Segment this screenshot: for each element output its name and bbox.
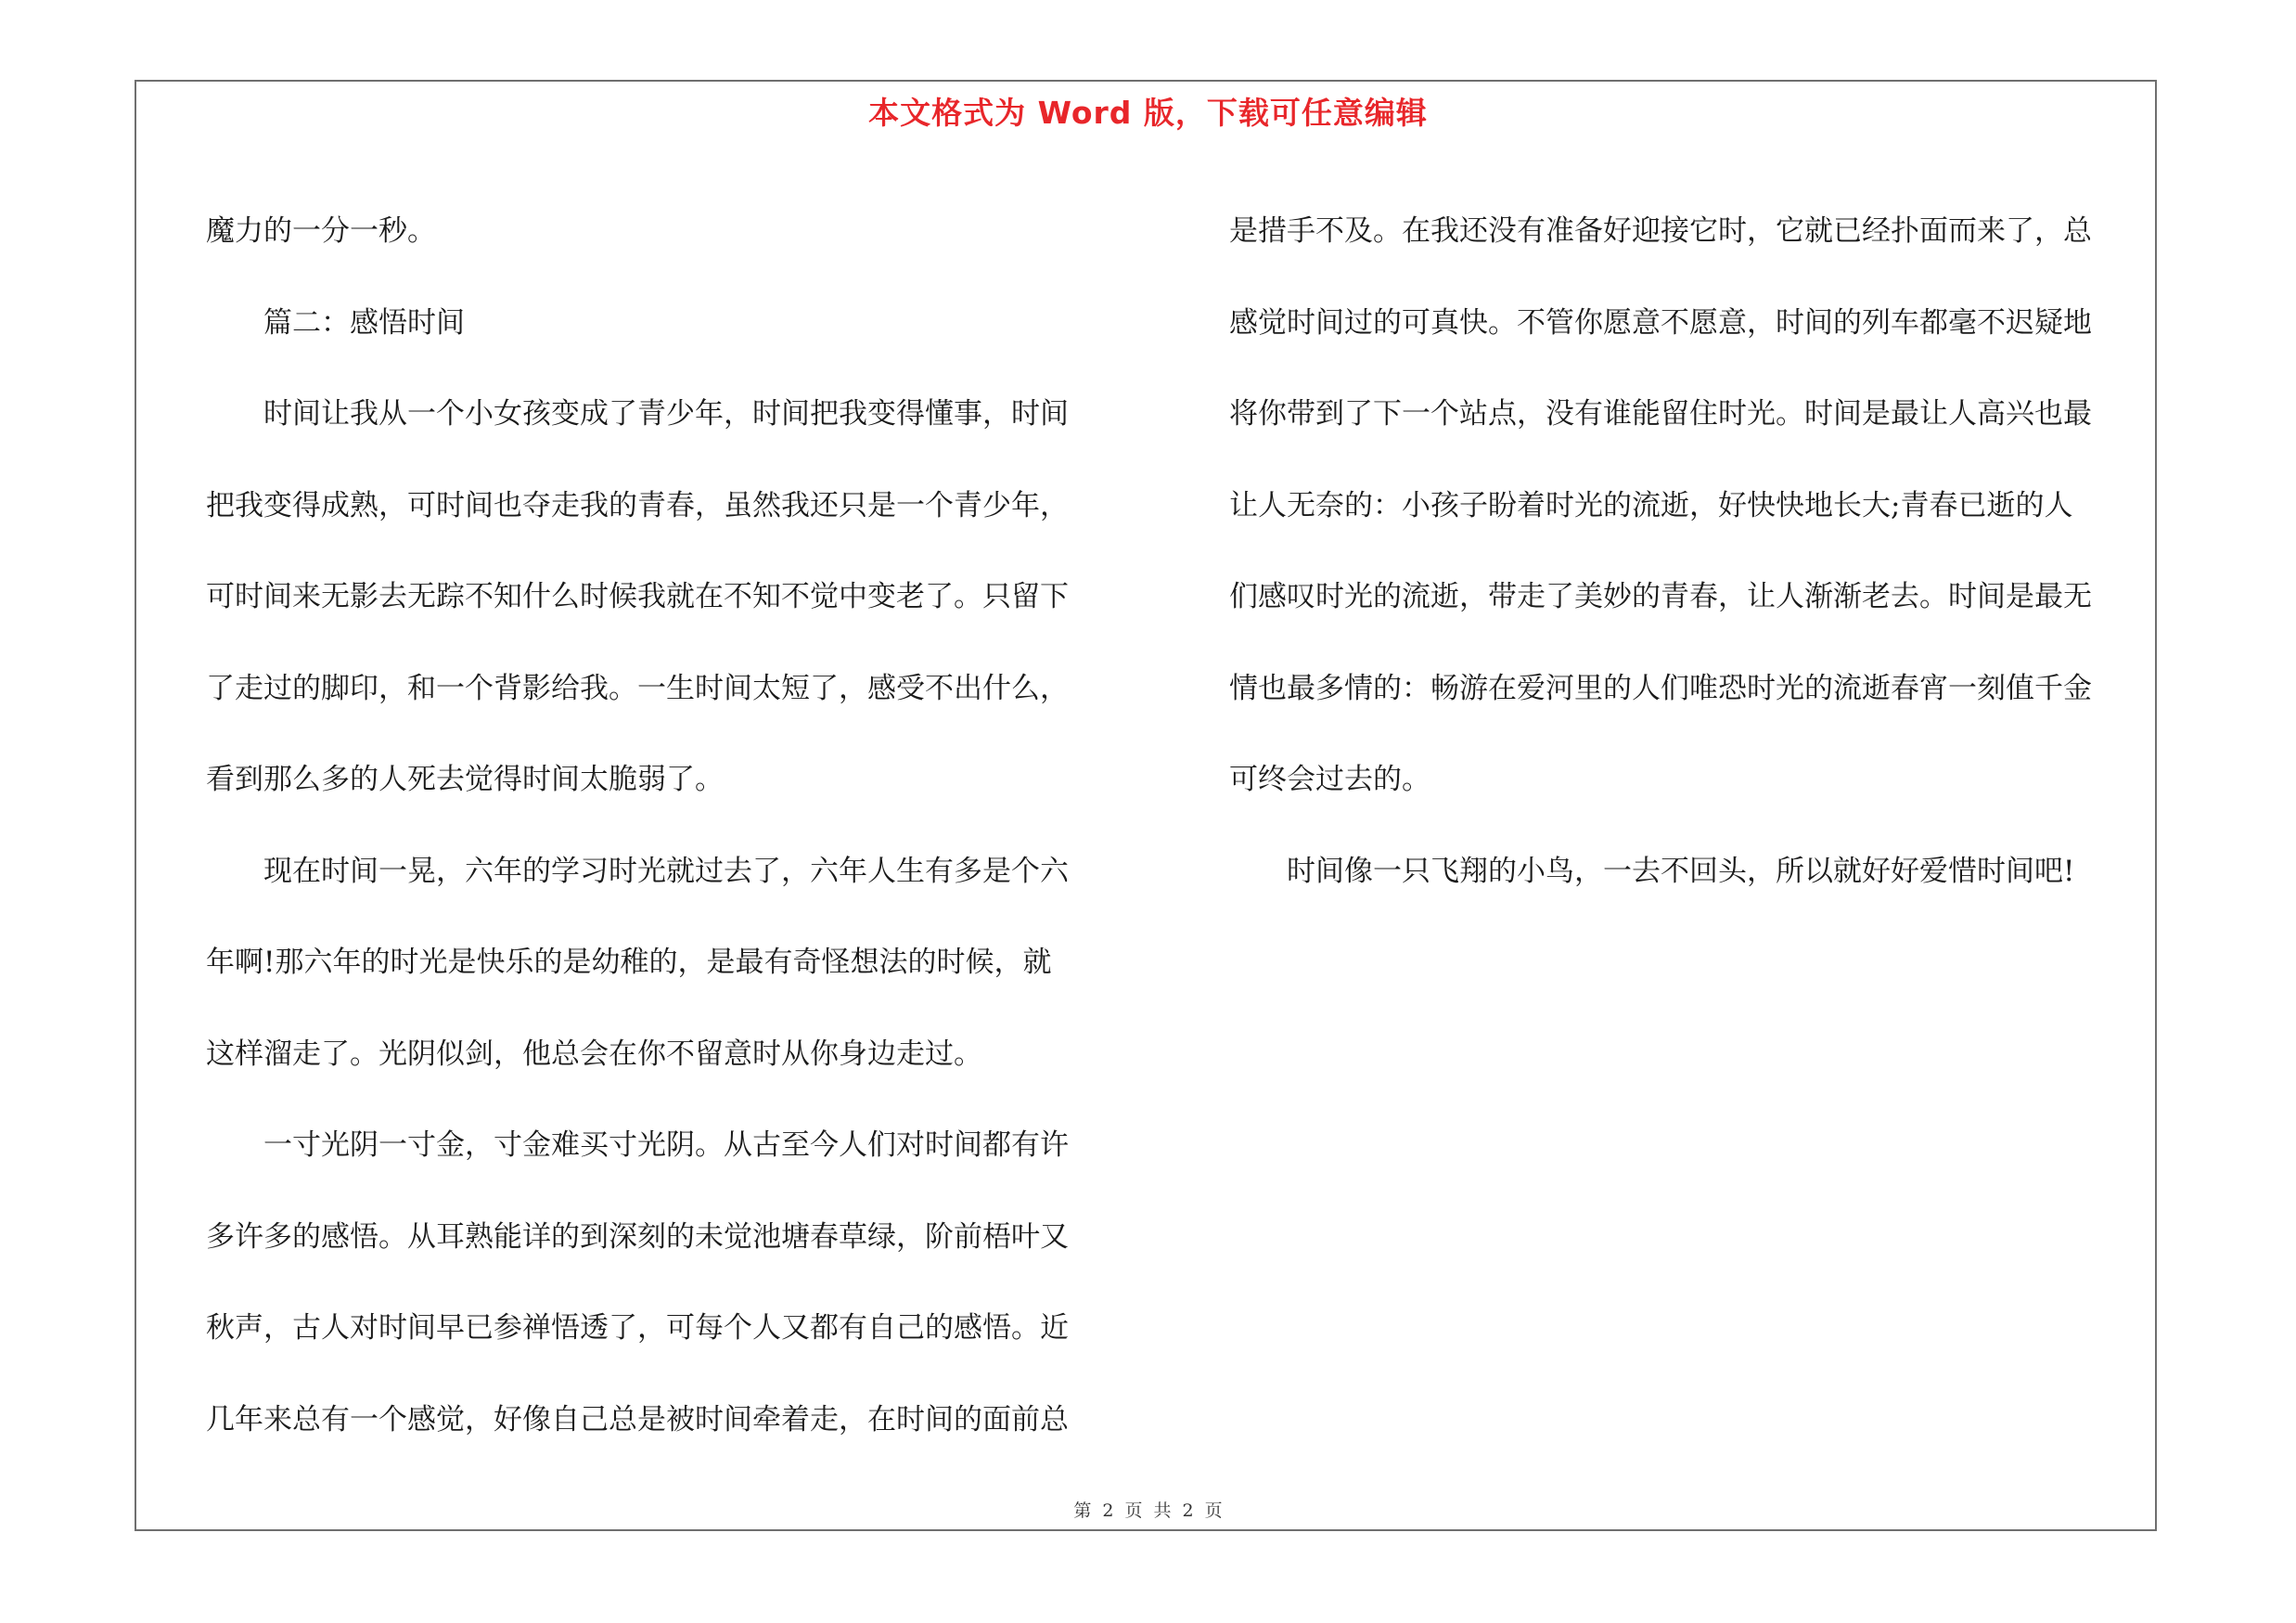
text-line: 一寸光阴一寸金，寸金难买寸光阴。从古至今人们对时间都有许 — [263, 1128, 1069, 1162]
text-line: 多许多的感悟。从耳熟能详的到深刻的未觉池塘春草绿，阶前梧叶又 — [206, 1219, 1069, 1254]
right-text-column — [1229, 186, 2157, 917]
text-line: 是措手不及。在我还没有准备好迎接它时，它就已经扑面而来了，总 — [1229, 214, 2092, 248]
text-line: 可终会过去的。 — [1229, 763, 1430, 796]
text-line: 几年来总有一个感觉，好像自己总是被时间牵着走，在时间的面前总 — [206, 1402, 1069, 1436]
text-line: 秋声，古人对时间早已参禅悟透了，可每个人又都有自己的感悟。近 — [206, 1311, 1069, 1345]
text-line: 时间让我从一个小女孩变成了青少年，时间把我变得懂事，时间 — [263, 397, 1069, 431]
left-text-column — [206, 186, 1148, 1465]
text-line: 看到那么多的人死去觉得时间太脆弱了。 — [206, 763, 724, 796]
text-line: 将你带到了下一个站点，没有谁能留住时光。时间是最让人高兴也最 — [1229, 397, 2092, 431]
text-line: 现在时间一晃，六年的学习时光就过去了，六年人生有多是个六 — [263, 854, 1069, 888]
text-line: 把我变得成熟，可时间也夺走我的青春，虽然我还只是一个青少年， — [206, 488, 1069, 522]
text-line: 魔力的一分一秒。 — [206, 214, 436, 248]
text-line: 这样溜走了。光阴似剑，他总会在你不留意时从你身边走过。 — [206, 1037, 982, 1071]
page-number-footer: 第 2 页 共 2 页 — [1073, 1501, 1223, 1521]
text-line: 可时间来无影去无踪不知什么时候我就在不知不觉中变老了。只留下 — [206, 580, 1069, 613]
text-line: 年啊!那六年的时光是快乐的是幼稚的，是最有奇怪想法的时候，就 — [206, 946, 1052, 979]
text-line: 了走过的脚印，和一个背影给我。一生时间太短了，感受不出什么， — [206, 671, 1069, 705]
text-line: 情也最多情的：畅游在爱河里的人们唯恐时光的流逝春宵一刻值千金 — [1229, 671, 2092, 705]
text-line: 让人无奈的：小孩子盼着时光的流逝，好快快地长大;青春已逝的人 — [1229, 488, 2073, 522]
section-heading: 篇二：感悟时间 — [263, 305, 465, 340]
text-line: 们感叹时光的流逝，带走了美妙的青春，让人渐渐老去。时间是最无 — [1229, 580, 2092, 613]
word-format-banner: 本文格式为 Word 版，下载可任意编辑 — [868, 95, 1428, 131]
text-line: 时间像一只飞翔的小鸟，一去不回头，所以就好好爱惜时间吧! — [1287, 854, 2075, 888]
text-line: 感觉时间过的可真快。不管你愿意不愿意，时间的列车都毫不迟疑地 — [1229, 305, 2092, 340]
